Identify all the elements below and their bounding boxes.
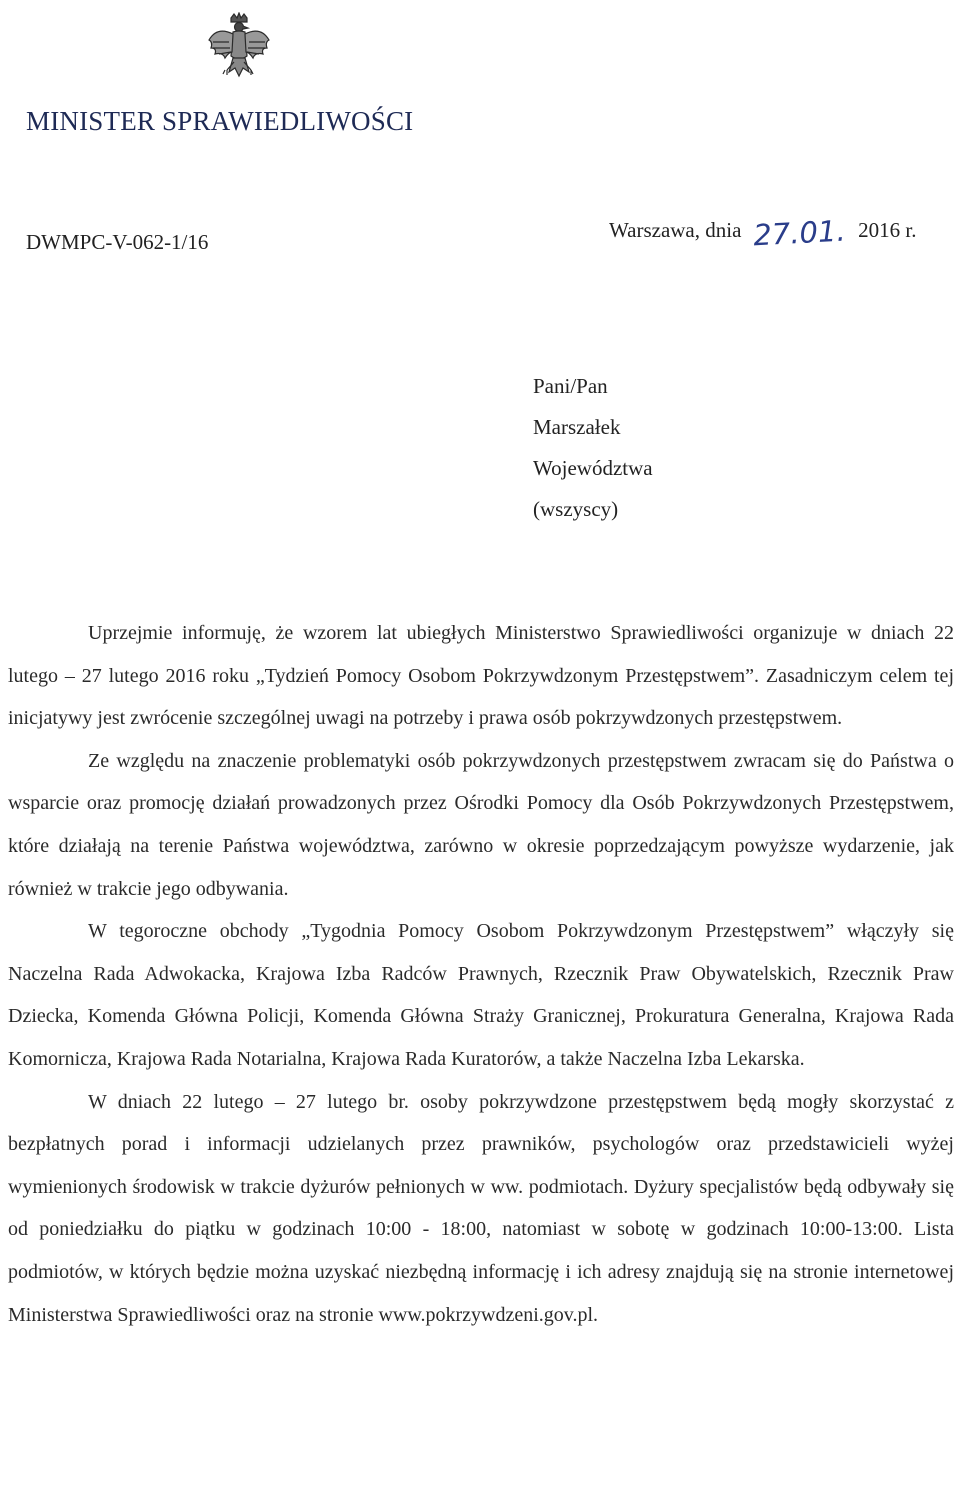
recipient-line: Pani/Pan bbox=[533, 374, 608, 398]
letter-body bbox=[8, 612, 954, 1336]
body-paragraph: W tegoroczne obchody „Tygodnia Pomocy Osobom Pokrzywdzonym Przestępstwem” włączyły się Naczelna Rada Adwokacka, Krajowa Izba Radców Prawnych, Rzecznik Praw Obywatelskich, Rzecznik Praw Dziecka, Komenda Główna Policji, Komenda Główna Straży Granicznej, Prokuratura Generalna, Krajowa Rada Komornicza, Krajowa Rada Notarialna, Krajowa Rada Kuratorów, a także Naczelna Izba Lekarska. bbox=[8, 920, 954, 1070]
body-paragraph: W dniach 22 lutego – 27 lutego br. osoby pokrzywdzone przestępstwem będą mogły skorzystać z bezpłatnych porad i informacji udzielanych przez prawników, psychologów oraz przedstawicieli wyżej wymienionych środowisk w trakcie dyżurów pełnionych w ww. podmiotach. Dyżury specjalistów będą odbywały się od poniedziałku do piątku w godzinach 10:00 - 18:00, natomiast w sobotę w godzinach 10:00-13:00. Lista podmiotów, w których będzie można uzyskać niezbędną informację i ich adresy znajdują się na stronie internetowej Ministerstwa Sprawiedliwości oraz na stronie www.pokrzywdzeni.gov.pl. bbox=[8, 1090, 954, 1326]
dateline bbox=[609, 210, 917, 253]
handwritten-date: 27.01. bbox=[752, 213, 847, 253]
body-paragraph: Uprzejmie informuję, że wzorem lat ubiegłych Ministerstwo Sprawiedliwości organizuje w dniach 22 lutego – 27 lutego 2016 roku „Tydzień Pomocy Osobom Pokrzywdzonym Przestępstwem”. Zasadniczym celem tej inicjatywy jest zwrócenie szczególnej uwagi na potrzeby i prawa osób pokrzywdzonych przestępstwem. bbox=[8, 622, 954, 730]
recipient-line: (wszyscy) bbox=[533, 497, 619, 521]
recipient-line: Województwa bbox=[533, 456, 653, 480]
ministry-name: MINISTER SPRAWIEDLIWOŚCI bbox=[26, 106, 414, 136]
dateline-year: 2016 r. bbox=[858, 218, 917, 242]
reference-number: DWMPC-V-062-1/16 bbox=[26, 230, 209, 254]
body-paragraph: Ze względu na znaczenie problematyki osób pokrzywdzonych przestępstwem zwracam się do Państwa o wsparcie oraz promocję działań prowadzonych przez Ośrodki Pomocy dla Osób Pokrzywdzonych Przestępstwem, które działają na terenie Państwa województwa, zarówno w okresie poprzedzającym powyższe wydarzenie, jak również w trakcie jego odbywania. bbox=[8, 749, 954, 900]
polish-eagle-emblem bbox=[203, 12, 275, 92]
recipient-block bbox=[533, 366, 653, 530]
dateline-prefix: Warszawa, dnia bbox=[609, 218, 742, 242]
recipient-line: Marszałek bbox=[533, 415, 621, 439]
